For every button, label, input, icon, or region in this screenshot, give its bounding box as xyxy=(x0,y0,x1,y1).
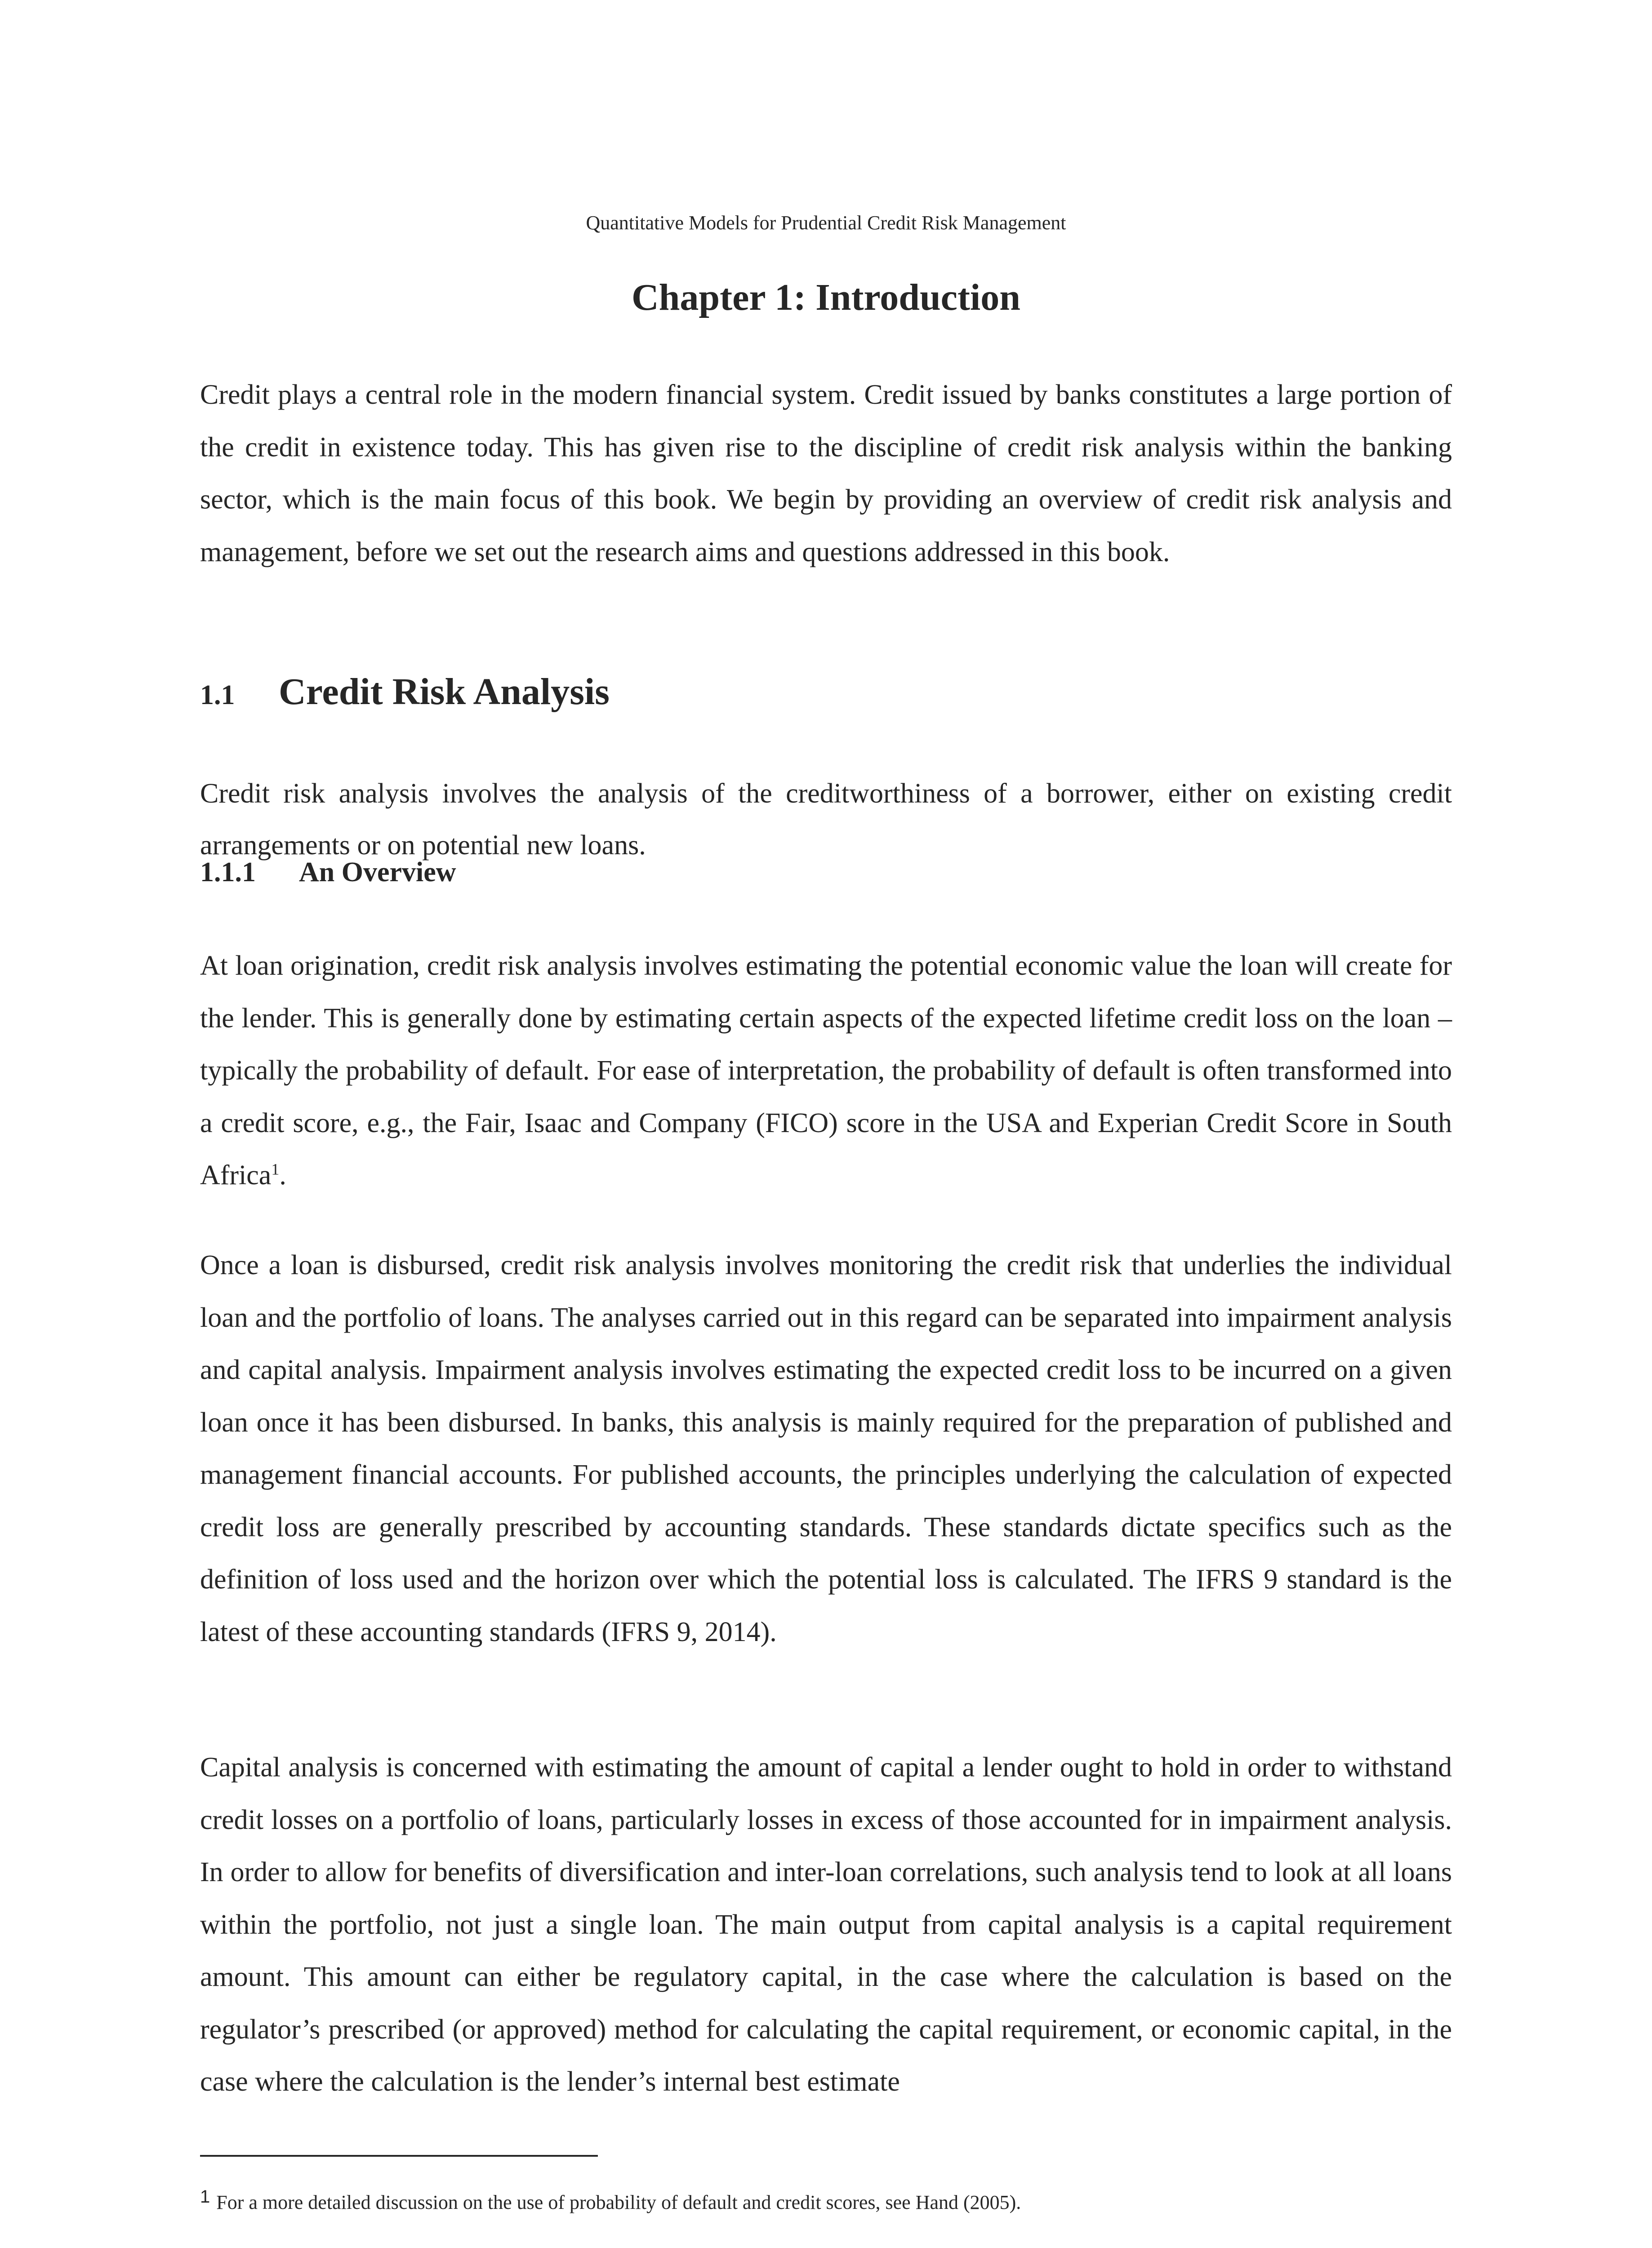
paragraph-1 xyxy=(200,940,1452,1202)
subsection-number: 1.1.1 xyxy=(200,857,256,888)
footnote-reference[interactable]: 1 xyxy=(271,1160,280,1178)
paragraph-2-block xyxy=(200,1239,1452,1658)
subsection-title: An Overview xyxy=(299,857,456,888)
section-heading xyxy=(200,670,610,714)
paragraph-2: Once a loan is disbursed, credit risk analysis involves monitoring the credit risk that underlies the individual loan and the portfolio of loans. The analyses carried out in this regard can be separated into impairment analysis and capital analysis. Impairment analysis involves estimating the expected credit loss to be incurred on a given loan once it has been disbursed. In banks, this analysis is mainly required for the preparation of published and management financial accounts. For published accounts, the principles underlying the calculation of expected credit loss are generally prescribed by accounting standards. These standards dictate specifics such as the definition of loss used and the horizon over which the potential loss is calculated. The IFRS 9 standard is the latest of these accounting standards (IFRS 9, 2014). xyxy=(200,1250,1452,1647)
section-number: 1.1 xyxy=(200,680,235,710)
paragraph-3-block xyxy=(200,1741,1452,2108)
footnote-divider xyxy=(200,2155,598,2157)
intro-paragraph: Credit plays a central role in the modern financial system. Credit issued by banks constitutes a large portion of the credit in existence today. This has given rise to the discipline of credit risk analysis within the banking sector, which is the main focus of this book. We begin by providing an overview of credit risk analysis and management, before we set out the research aims and questions addressed in this book. xyxy=(200,379,1452,567)
paragraph-1-block xyxy=(200,940,1452,1202)
chapter-title: Chapter 1: Introduction xyxy=(632,277,1020,318)
subsection-heading xyxy=(200,854,456,890)
paragraph-3: Capital analysis is concerned with estimating the amount of capital a lender ought to hold in order to withstand credit losses on a portfolio of loans, particularly losses in excess of those accounted for in impairment analysis. In order to allow for benefits of diversification and inter-loan correlations, such analysis tend to look at all loans within the portfolio, not just a single loan. The main output from capital analysis is a capital requirement amount. This amount can either be regulatory capital, in the case where the calculation is based on the regulator’s prescribed (or approved) method for calculating the capital requirement, or economic capital, in the case where the calculation is the lender’s internal best estimate xyxy=(200,1752,1452,2097)
footnote xyxy=(200,2184,1021,2215)
section-intro-paragraph: Credit risk analysis involves the analysis of the creditworthiness of a borrower, either on existing credit arrangements or on potential new loans. xyxy=(200,778,1452,861)
footnote-text: For a more detailed discussion on the use of probability of default and credit scores, see Hand (2005). xyxy=(216,2191,1021,2213)
paragraph-1-text: At loan origination, credit risk analysis involves estimating the potential economic value the loan will create for the lender. This is generally done by estimating certain aspects of the expected lifetime credit loss on the loan – typically the probability of default. For ease of interpretation, the probability of default is often transformed into a credit score, e.g., the Fair, Isaac and Company (FICO) score in the USA and Experian Credit Score in South Africa xyxy=(200,950,1452,1191)
running-header: Quantitative Models for Prudential Credit Risk Management xyxy=(586,212,1066,234)
paragraph-1-end: . xyxy=(279,1160,286,1191)
intro-block xyxy=(200,369,1452,578)
section-title: Credit Risk Analysis xyxy=(279,671,610,713)
footnote-mark: 1 xyxy=(200,2187,210,2207)
